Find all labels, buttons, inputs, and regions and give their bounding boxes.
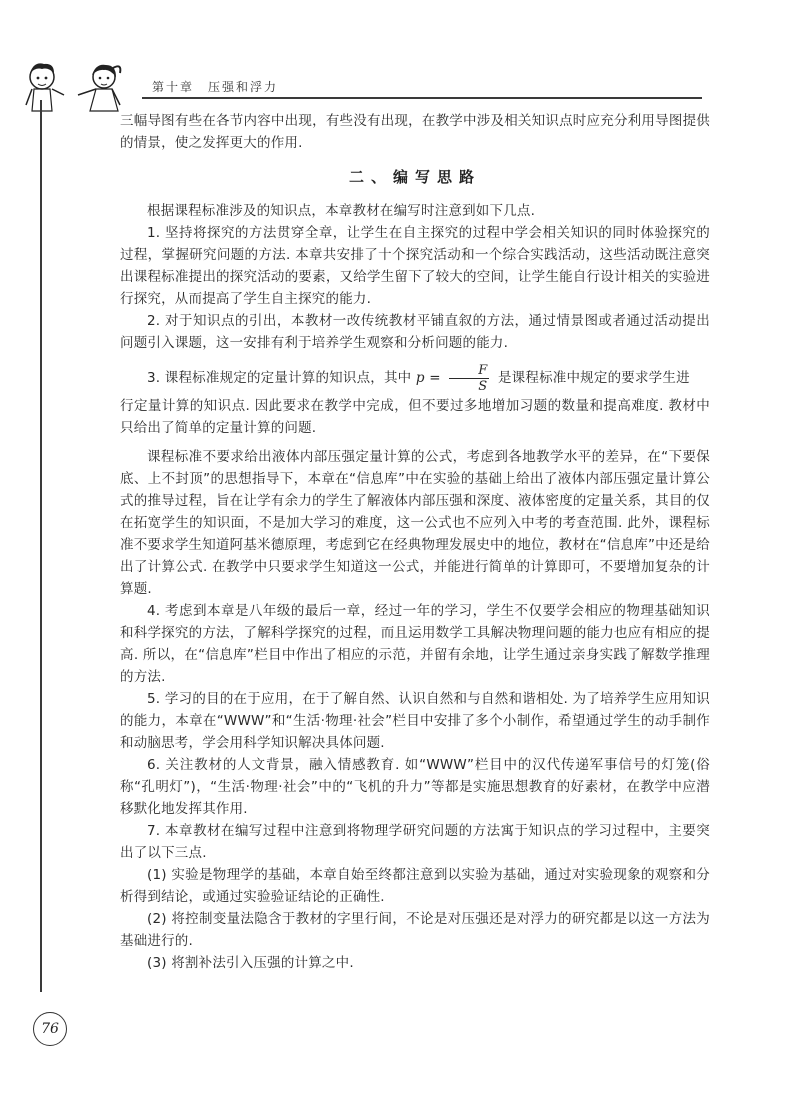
body-text [120,110,710,974]
children-cartoon-illustration [12,55,142,115]
formula-numerator: F [449,363,489,379]
pressure-formula-fraction [449,363,489,394]
paragraph: 课程标准不要求给出液体内部压强定量计算的公式，考虑到各地教学水平的差异，在“下要保底、上不封顶”的思想指导下，本章在“信息库”中在实验的基础上给出了液体内部压强定量计算公式的推导过程，旨在让学有余力的学生了解液体内部压强和深度、液体密度的定量关系，其目的仅在拓宽学生的知识面，不是加大学习的难度，这一公式也不应列入中考的考查范围. 此外，课程标准不要求学生知道阿基米德原理，考虑到它在经典物理发展史中的地位，教材在“信息库”中还是给出了计算公式. 在教学中只要求学生知道这一公式，并能进行简单的计算即可，不要增加复杂的计算题. [120,449,710,597]
paragraph: (3) 将割补法引入压强的计算之中. [147,955,354,971]
paragraph: 根据课程标准涉及的知识点，本章教材在编写时注意到如下几点. [147,203,536,219]
paragraph: 4. 考虑到本章是八年级的最后一章，经过一年的学习，学生不仅要学会相应的物理基础知识和科学探究的方法，了解科学探究的过程，而且运用数学工具解决物理问题的能力也应有相应的提高. 所以，在“信息库”栏目中作出了相应的示范，并留有余地，让学生通过亲身实践了解数学推理的方法. [120,603,710,685]
equals-sign: = [429,370,441,386]
paragraph: (1) 实验是物理学的基础，本章自始至终都注意到以实验为基础，通过对实验现象的观察和分析得到结论，或通过实验验证结论的正确性. [120,867,710,905]
paragraph: 行定量计算的知识点. 因此要求在教学中完成，但不要过多地增加习题的数量和提高难度. 教材中只给出了简单的定量计算的问题. [120,398,710,436]
formula-text-before: 3. 课程标准规定的定量计算的知识点，其中 [147,370,412,386]
running-head: 第十章 压强和浮力 [152,80,279,94]
paragraph: 6. 关注教材的人文背景，融入情感教育. 如“WWW”栏目中的汉代传递军事信号的灯笼(俗称“孔明灯”)，“生活·物理·社会”中的“飞机的升力”等都是实施思想教育的好素材，在教学中应潜移默化地发挥其作用. [120,757,710,817]
formula-denominator: S [478,378,488,394]
page-number: 76 [33,1012,67,1046]
paragraph: 5. 学习的目的在于应用，在于了解自然、认识自然和与自然和谐相处. 为了培养学生应用知识的能力，本章在“WWW”和“生活·物理·社会”栏目中安排了多个小制作，希望通过学生的动手制作和动脑思考，学会用科学知识解决具体问题. [120,691,710,751]
header-rule [142,97,702,99]
paragraph: 7. 本章教材在编写过程中注意到将物理学研究问题的方法寓于知识点的学习过程中，主要突出了以下三点. [120,823,710,861]
formula-paragraph [120,361,710,395]
formula-text-after: 是课程标准中规定的要求学生进 [497,370,690,386]
intro-paragraph: 三幅导图有些在各节内容中出现，有些没有出现，在教学中涉及相关知识点时应充分利用导图提供的情景，使之发挥更大的作用. [120,113,710,151]
paragraph: (2) 将控制变量法隐含于教材的字里行间，不论是对压强还是对浮力的研究都是以这一方法为基础进行的. [120,911,710,949]
pressure-variable: p [415,370,425,386]
section-title: 二、编写思路 [348,168,481,186]
paragraph: 1. 坚持将探究的方法贯穿全章，让学生在自主探究的过程中学会相关知识的同时体验探究的过程，掌握研究问题的方法. 本章共安排了十个探究活动和一个综合实践活动，这些活动既注意突出课程标准提出的探究活动的要素，又给学生留下了较大的空间，让学生能自行设计相关的实验进行探究，从而提高了学生自主探究的能力. [120,225,710,307]
margin-rule [40,100,42,992]
paragraph: 2. 对于知识点的引出，本教材一改传统教材平铺直叙的方法，通过情景图或者通过活动提出问题引入课题，这一安排有利于培养学生观察和分析问题的能力. [120,313,710,351]
